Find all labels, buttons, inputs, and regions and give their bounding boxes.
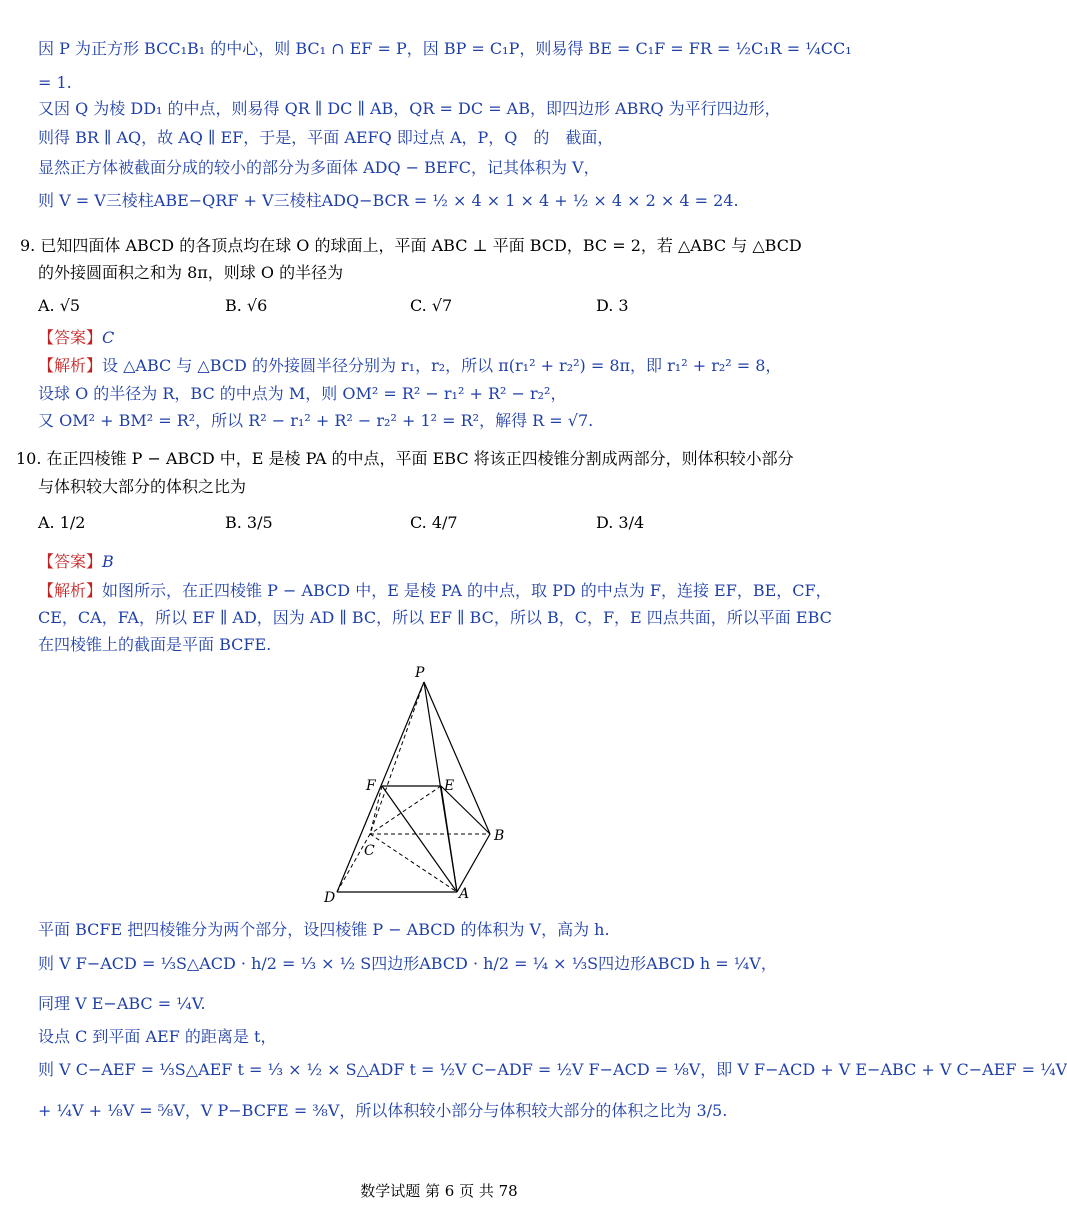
edge-ea bbox=[441, 786, 457, 892]
q10-option-c: C. 4/7 bbox=[410, 513, 458, 532]
q9-answer: C bbox=[102, 328, 115, 347]
pyramid-figure bbox=[320, 662, 520, 906]
edge-pd bbox=[337, 682, 424, 892]
label-d: D bbox=[324, 890, 336, 906]
q10-analysis-line-3: 在四棱锥上的截面是平面 BCFE. bbox=[38, 635, 272, 654]
edge-pb bbox=[424, 682, 490, 834]
q10-answer-line bbox=[38, 551, 114, 573]
q10-analysis-line-8: 则 V C−AEF = ⅓S△AEF t = ⅓ × ½ × S△ADF t = ½V C−ADF = ½V F−ACD = ⅛V，即 V F−ACD + V E−ABC + V C−AEF = ¼V bbox=[38, 1060, 1067, 1079]
q9-option-a: A. √5 bbox=[38, 296, 81, 315]
label-c: C bbox=[364, 843, 375, 859]
q9-option-c: C. √7 bbox=[410, 296, 453, 315]
q10-analysis-line-1 bbox=[38, 580, 832, 602]
edge-ab bbox=[457, 834, 490, 892]
q10-analysis-line-7: 设点 C 到平面 AEF 的距离是 t， bbox=[38, 1027, 277, 1046]
edge-ca bbox=[370, 834, 457, 892]
sol8-line-4: 则得 BR ∥ AQ，故 AQ ∥ EF，于是，平面 AEFQ 即过点 A，P，Q 的 截面， bbox=[38, 128, 614, 147]
q10-stem-1: 10. 在正四棱锥 P − ABCD 中，E 是棱 PA 的中点，平面 EBC 将该正四棱锥分割成两部分，则体积较小部分 bbox=[16, 449, 794, 468]
sol8-line-2: = 1. bbox=[38, 73, 72, 92]
sol8-line-5: 显然正方体被截面分成的较小的部分为多面体 ADQ − BEFC，记其体积为 V， bbox=[38, 158, 600, 177]
q10-analysis-line-6: 同理 V E−ABC = ¼V. bbox=[38, 994, 206, 1013]
q9-stem-1: 9. 已知四面体 ABCD 的各顶点均在球 O 的球面上，平面 ABC ⊥ 平面 BCD，BC = 2，若 △ABC 与 △BCD bbox=[20, 236, 802, 255]
q9-option-d: D. 3 bbox=[596, 296, 629, 315]
q9-analysis-line-3: 又 OM² + BM² = R²，所以 R² − r₁² + R² − r₂² + 1² = R²，解得 R = √7. bbox=[38, 411, 594, 430]
page-footer: 数学试题 第 6 页 共 78 bbox=[360, 1182, 518, 1200]
q10-analysis-line-2: CE，CA，FA，所以 EF ∥ AD，因为 AD ∥ BC，所以 EF ∥ BC，所以 B，C，F，E 四点共面，所以平面 EBC bbox=[38, 608, 832, 627]
q9-analysis-label: 【解析】 bbox=[38, 356, 103, 375]
sol8-line-1: 因 P 为正方形 BCC₁B₁ 的中心，则 BC₁ ∩ EF = P，因 BP = C₁P，则易得 BE = C₁F = FR = ½C₁R = ¼CC₁ bbox=[38, 39, 852, 58]
q10-option-b: B. 3/5 bbox=[225, 513, 273, 532]
q9-answer-label: 【答案】 bbox=[38, 328, 103, 347]
q9-stem-2: 的外接圆面积之和为 8π，则球 O 的半径为 bbox=[38, 263, 344, 282]
q9-analysis-line-1 bbox=[38, 355, 781, 377]
q10-analysis-label: 【解析】 bbox=[38, 581, 103, 600]
q9-answer-line bbox=[38, 327, 114, 349]
label-b: B bbox=[494, 828, 505, 844]
q10-stem-2: 与体积较大部分的体积之比为 bbox=[38, 477, 247, 496]
label-p: P bbox=[415, 665, 425, 681]
q10-analysis-line-4: 平面 BCFE 把四棱锥分为两个部分，设四棱锥 P − ABCD 的体积为 V，高为 h. bbox=[38, 920, 610, 939]
q10-option-a: A. 1/2 bbox=[38, 513, 86, 532]
q9-option-b: B. √6 bbox=[225, 296, 268, 315]
edge-pc bbox=[370, 682, 424, 834]
edge-fa bbox=[382, 786, 457, 892]
label-a: A bbox=[459, 886, 470, 902]
q10-analysis-line-5: 则 V F−ACD = ⅓S△ACD · h/2 = ⅓ × ½ S四边形ABCD · h/2 = ¼ × ⅓S四边形ABCD h = ¼V， bbox=[38, 954, 777, 973]
q10-analysis-line-9: + ¼V + ⅛V = ⅝V，V P−BCFE = ⅜V，所以体积较小部分与体积较大部分的体积之比为 3/5. bbox=[38, 1101, 728, 1120]
q10-option-d: D. 3/4 bbox=[596, 513, 645, 532]
q9-analysis-text-1: 设 △ABC 与 △BCD 的外接圆半径分别为 r₁，r₂，所以 π(r₁² + r₂²) = 8π，即 r₁² + r₂² = 8， bbox=[102, 356, 782, 375]
q10-answer: B bbox=[102, 552, 114, 571]
q9-analysis-line-2: 设球 O 的半径为 R，BC 的中点为 M，则 OM² = R² − r₁² + R² − r₂²， bbox=[38, 384, 567, 403]
q10-analysis-text-1: 如图所示，在正四棱锥 P − ABCD 中，E 是棱 PA 的中点，取 PD 的中点为 F，连接 EF，BE，CF， bbox=[102, 581, 832, 600]
sol8-line-3: 又因 Q 为棱 DD₁ 的中点，则易得 QR ∥ DC ∥ AB，QR = DC = AB，即四边形 ABRQ 为平行四边形， bbox=[38, 99, 781, 118]
sol8-line-6: 则 V = V三棱柱ABE−QRF + V三棱柱ADQ−BCR = ½ × 4 × 1 × 4 + ½ × 4 × 2 × 4 = 24. bbox=[38, 191, 739, 210]
pyramid-diagram bbox=[320, 662, 520, 906]
q10-answer-label: 【答案】 bbox=[38, 552, 103, 571]
label-e: E bbox=[444, 778, 455, 794]
label-f: F bbox=[366, 778, 376, 794]
